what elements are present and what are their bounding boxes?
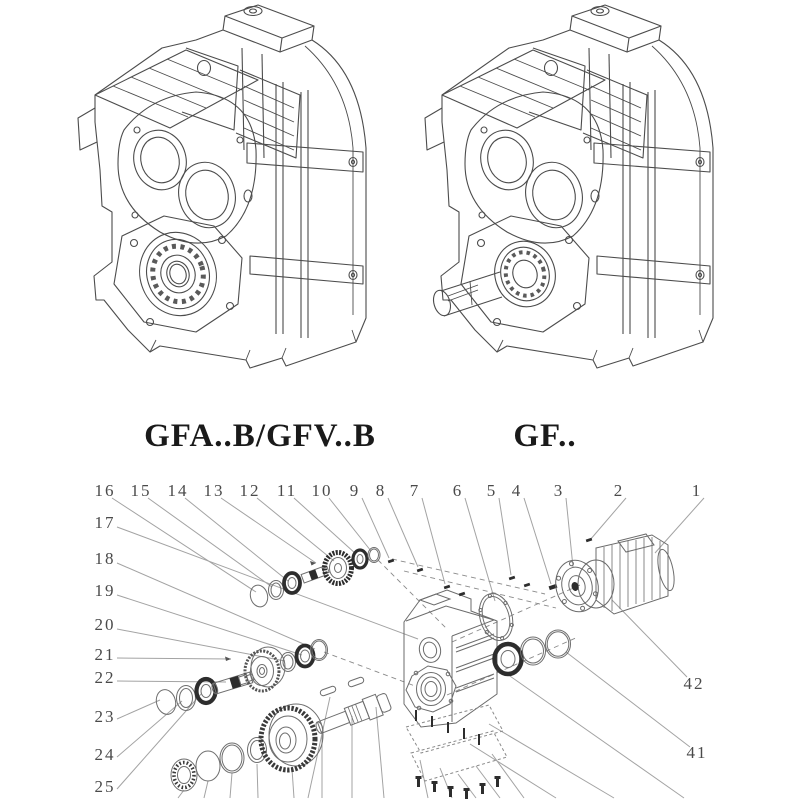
output-gear [261,704,323,770]
part-number-17: 17 [94,513,116,532]
part-number-7: 7 [409,481,421,500]
part-number-2: 2 [613,481,625,500]
part-number-14: 14 [167,481,189,500]
part-number-13: 13 [203,481,225,500]
part-number-5: 5 [486,481,498,500]
retaining-ring [220,743,244,773]
flange-gasket [474,590,518,645]
washer [248,738,267,763]
part-number-1: 1 [691,481,703,500]
leader-lines [112,498,704,798]
exploded-view [112,498,704,799]
part-number-15: 15 [130,481,152,500]
washer [281,653,296,672]
leader-arrowhead [225,657,231,662]
output-shaft [431,233,564,317]
snap-ring [521,637,546,665]
shaft-key [319,685,336,696]
hollow-shaft-bearing [129,222,227,325]
part-number-3: 3 [553,481,565,500]
motor [550,534,677,616]
gear [325,553,352,584]
part-number-19: 19 [94,581,116,600]
pinion-shaft [301,565,329,583]
part-number-23: 23 [94,707,116,726]
bearing [284,573,300,593]
gearbox-drawing-right [425,5,713,368]
washer [177,686,196,711]
seal-ring [248,583,270,609]
motor-end-cap [655,548,677,592]
washer [269,581,284,600]
bearing [353,550,367,568]
part-number-42: 42 [683,674,705,693]
part-number-25: 25 [94,777,116,796]
part-number-11: 11 [276,481,298,500]
seal-ring [154,688,178,717]
motor-body [596,535,668,614]
bearing [495,644,522,674]
part-number-16: 16 [94,481,116,500]
part-number-20: 20 [94,615,116,634]
part-number-6: 6 [452,481,464,500]
gearbox-drawing-left [78,5,366,368]
model-label-left: GFA..B/GFV..B [144,418,376,454]
model-label-right: GF.. [513,418,577,454]
seal-ring [546,630,571,658]
leader-arrowhead [310,561,316,566]
gaskets [406,705,507,799]
retaining-ring [368,548,380,563]
upper-bore [417,635,444,665]
gear [245,647,285,691]
input-shaft-parts [248,548,380,609]
ball-bearing [171,759,197,791]
housing-bolts [415,710,501,799]
part-number-10: 10 [311,481,333,500]
part-number-4: 4 [511,481,523,500]
part-number-24: 24 [94,745,116,764]
output-shaft-parts [171,676,393,791]
part-number-12: 12 [239,481,261,500]
part-number-18: 18 [94,549,116,568]
part-number-8: 8 [375,481,387,500]
snap-ring [196,751,220,781]
output-side-parts [474,590,570,674]
output-shaft-piece [313,691,393,739]
shaft-key [347,676,364,687]
part-number-22: 22 [94,668,116,687]
part-number-21: 21 [94,645,116,664]
part-number-9: 9 [349,481,361,500]
part-number-41: 41 [686,743,708,762]
